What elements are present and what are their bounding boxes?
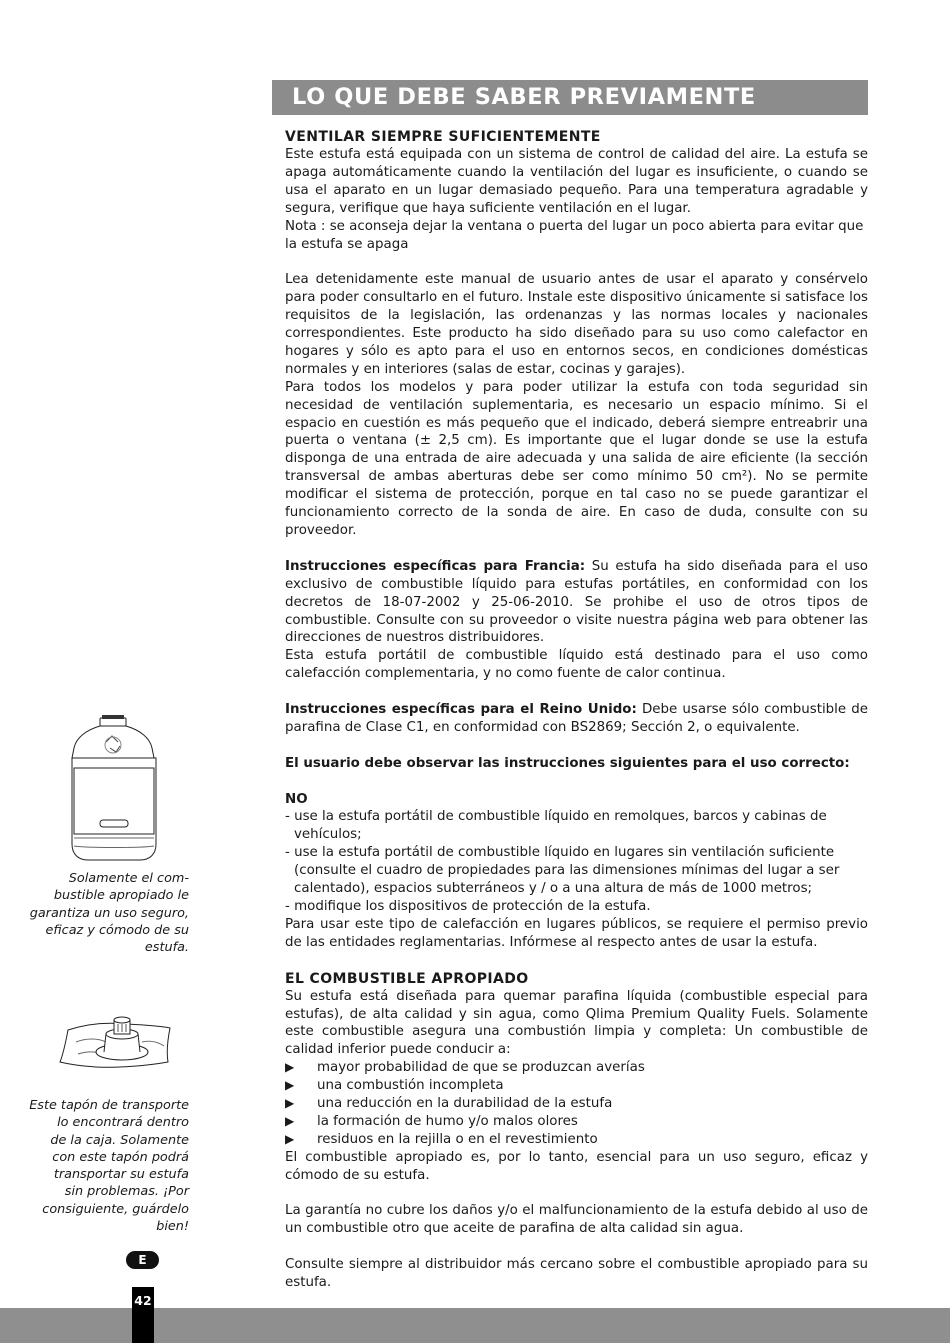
text-francia: Su estufa ha sido diseñada para el uso exclusivo de combustible líquido para estufas portátiles, en conformidad con los decretos de 18-07-2002 y 25-06-2010. Se prohibe el uso de otros tipos de combustible. Consulte con su proveedor o visite nuestra página web para obtener las direcciones de nuestros distribuidores. — [285, 558, 868, 646]
text-reino-unido: Debe usarse sólo combustible de parafina de Clase C1, en conformidad con BS2869; Sección 2, o equivalente. — [285, 702, 868, 735]
list-item — [285, 1131, 868, 1149]
paragraph: Para usar este tipo de calefacción en lugares públicos, se requiere el permiso previo de las entidades reglamentarias. Infórmese al respecto antes de usar la estufa. — [285, 916, 868, 950]
fuel-jerrycan-icon — [66, 714, 162, 864]
no-label-text: NO — [285, 791, 308, 807]
caption-line: de la caja. Solamente — [50, 1132, 189, 1148]
label-reino-unido: Instrucciones específicas para el Reino Unido: — [285, 702, 637, 718]
bullet-text: mayor probabilidad de que se produzcan averías — [317, 1060, 645, 1076]
list-item: - modifique los dispositivos de protección de la estufa. — [285, 898, 651, 914]
caption-line: Este tapón de transporte — [29, 1098, 189, 1113]
bullet-text: una reducción en la durabilidad de la estufa — [317, 1096, 613, 1112]
heading-combustible: EL COMBUSTIBLE APROPIADO — [285, 970, 529, 987]
main-text-column — [285, 128, 868, 1292]
paragraph: Este estufa está equipada con un sistema de control de calidad del aire. La estufa se apaga automáticamente cuando la ventilación del lugar es insuficiente, o cuando se usa el aparato en un lugar demasiado pequeño. Para una temperatura agradable y segura, verifique que haya suficiente ventilación en el lugar. — [285, 147, 868, 216]
caption-line: eficaz y cómodo de su — [45, 922, 189, 938]
heading-ventilar: VENTILAR SIEMPRE SUFICIENTEMENTE — [285, 129, 601, 145]
paragraph: La garantía no cubre los daños y/o el malfuncionamiento de la estufa debido al uso de un combustible otro que aceite de parafina de alta calidad sin agua. — [285, 1203, 868, 1237]
paragraph: Nota : se aconseja dejar la ventana o puerta del lugar un poco abierta para evitar que la estufa se apaga — [285, 218, 864, 252]
caption-line: lo encontrará dentro — [57, 1115, 189, 1131]
caption-line: sin problemas. ¡Por — [64, 1184, 189, 1200]
caption-line: Solamente el com- — [68, 871, 189, 886]
caption-line: consiguiente, guárdelo — [42, 1201, 189, 1217]
page-title: LO QUE DEBE SABER PREVIAMENTE — [292, 84, 756, 110]
bullet-text: la formación de humo y/o malos olores — [317, 1113, 578, 1129]
caption-tapon — [29, 1097, 189, 1235]
transport-cap-icon — [56, 1012, 178, 1074]
section-title-banner — [272, 80, 868, 115]
list-item — [285, 1113, 868, 1131]
paragraph: Su estufa está diseñada para quemar parafina líquida (combustible especial para estufas), de alta calidad y sin agua, como Qlima Premium Quality Fuels. Solamente este combustible asegura una combustión limpia y completa: Un combustible de calidad inferior puede conducir a: — [285, 988, 868, 1058]
paragraph-reino-unido — [285, 701, 868, 737]
paragraph: Esta estufa portátil de combustible líquido está destinado para el uso como calefacción complementaria, y no como fuente de calor continua. — [285, 648, 868, 682]
list-item — [285, 1059, 868, 1077]
paragraph: El combustible apropiado es, por lo tanto, esencial para un uso seguro, eficaz y cómodo de su estufa. — [285, 1149, 868, 1183]
arrow-bullet-icon: ▶ — [285, 1078, 295, 1093]
arrow-bullet-icon: ▶ — [285, 1060, 295, 1075]
paragraph: Consulte siempre al distribuidor más cercano sobre el combustible apropiado para su estufa. — [285, 1257, 868, 1291]
arrow-bullet-icon: ▶ — [285, 1113, 295, 1128]
list-item: - use la estufa portátil de combustible líquido en lugares sin ventilación suficiente (consulte el cuadro de propiedades para las dimensiones mínimas del lugar a ser calentado), espacios subterráneos y / o a una altura de más de 1000 metros; — [285, 845, 840, 897]
paragraph-francia — [285, 558, 868, 648]
usuario-intro-text: El usuario debe observar las instrucciones siguientes para el uso correcto: — [285, 755, 850, 771]
caption-line: garantiza un uso seguro, — [29, 905, 189, 921]
caption-combustible — [29, 870, 189, 956]
arrow-bullet-icon: ▶ — [285, 1096, 295, 1111]
caption-line: con este tapón podrá — [52, 1149, 189, 1165]
caption-line: bustible apropiado le — [53, 888, 189, 904]
arrow-bullet-icon: ▶ — [285, 1131, 295, 1146]
paragraph: Para todos los modelos y para poder utilizar la estufa con toda seguridad sin necesidad de ventilación suplementaria, es necesario un espacio mínimo. Si el espacio en cuestión es más pequeño que el indicado, deberá siempre entreabrir una puerta o ventana (± 2,5 cm). Es importante que el lugar donde se use la estufa disponga de una entrada de aire adecuada y una salida de aire eficiente (la sección transversal de ambas aberturas debe ser como mínimo 50 cm²). No se permite modificar el sistema de protección, porque en tal caso no se puede garantizar el funcionamiento correcto de la sonda de aire. En caso de duda, consulte con su proveedor. — [285, 379, 868, 539]
no-label — [285, 791, 868, 809]
paragraph: Lea detenidamente este manual de usuario antes de usar el aparato y consérvelo para poder consultarlo en el futuro. Instale este dispositivo únicamente si satisface los requisitos de la legislación, las ordenanzas y las normas locales y nacionales correspondientes. Este producto ha sido diseñado para su uso como calefactor en hogares y sólo es apto para el uso en entornos secos, en condiciones domésticas normales y en interiores (salas de estar, cocinas y garajes). — [285, 272, 868, 377]
list-item: - use la estufa portátil de combustible líquido en remolques, barcos y cabinas de vehículos; — [285, 809, 827, 843]
list-item — [285, 1095, 868, 1113]
caption-line: estufa. — [144, 940, 189, 956]
language-badge: E — [126, 1251, 159, 1269]
bullet-text: residuos en la rejilla o en el revestimiento — [317, 1131, 598, 1147]
bullet-text: una combustión incompleta — [317, 1078, 504, 1094]
label-francia: Instrucciones específicas para Francia: — [285, 558, 586, 574]
caption-line: bien! — [156, 1219, 189, 1235]
list-item — [285, 1077, 868, 1095]
caption-line: transportar su estufa — [53, 1167, 189, 1183]
paragraph-usuario-intro — [285, 755, 868, 773]
page-number: 42 — [132, 1287, 154, 1343]
